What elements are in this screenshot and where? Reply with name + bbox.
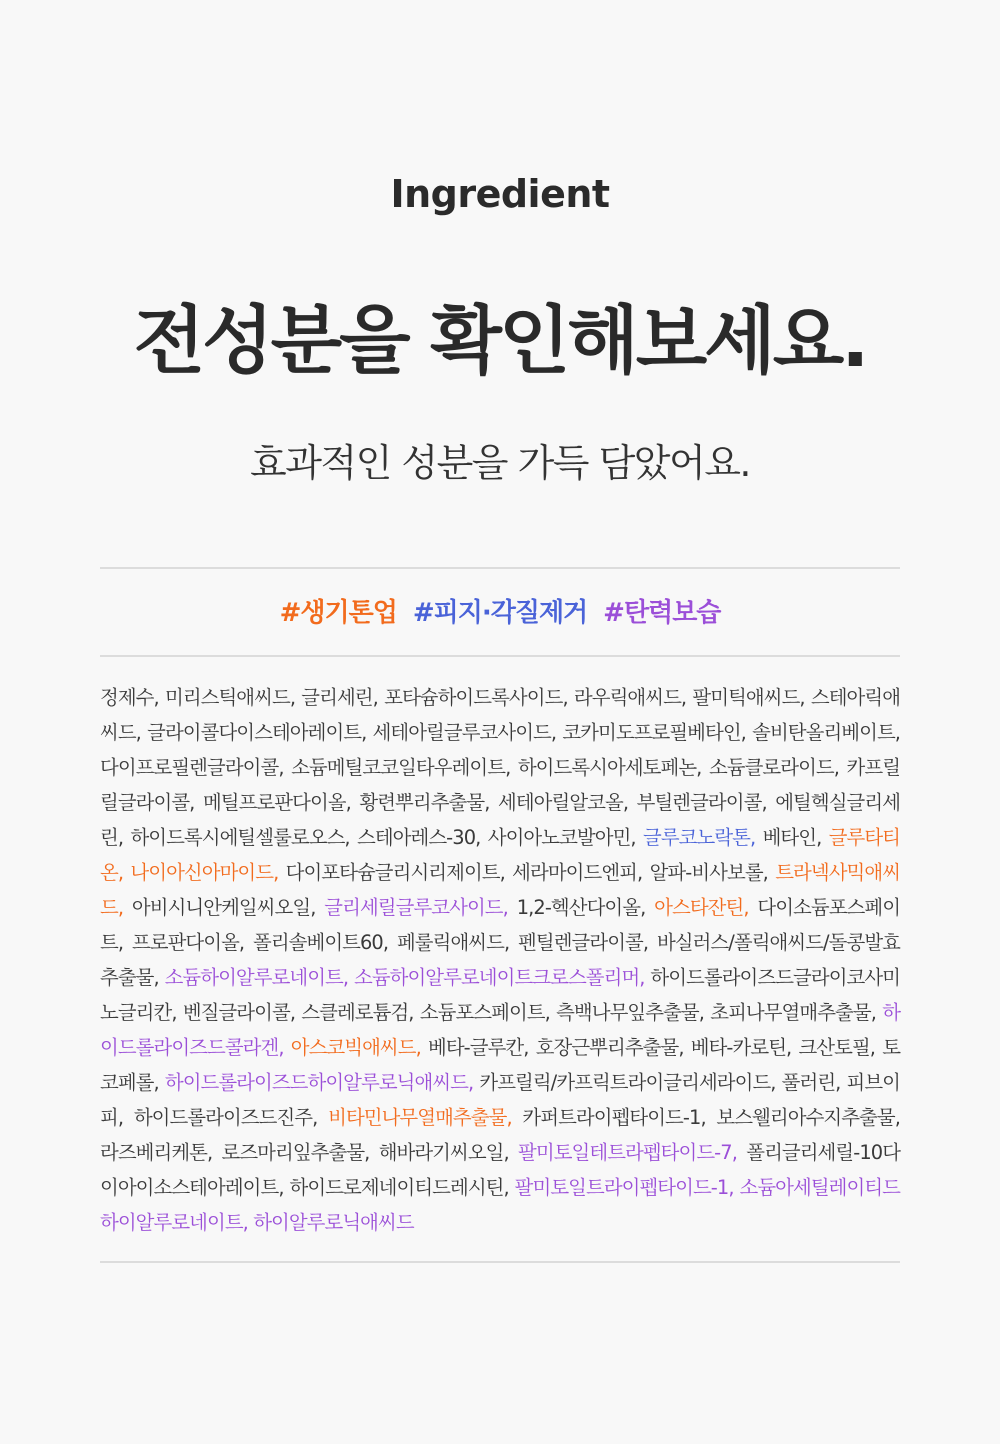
separator: , — [117, 826, 131, 849]
ingredient-item: 카프릴릴글라이콜 — [100, 756, 901, 814]
ingredient-item: 글루코노락톤 — [643, 826, 750, 849]
ingredient-item: 라우릭애씨드 — [573, 686, 681, 709]
separator: , — [870, 1001, 883, 1024]
separator: , — [361, 721, 373, 744]
separator: , — [153, 1071, 165, 1094]
ingredient-item: 하이드롤라이즈드하이알루로닉애씨드 — [164, 1071, 468, 1094]
ingredient-item: 세라마이드엔피 — [512, 861, 637, 884]
ingredient-item: 페룰릭애씨드 — [396, 931, 504, 954]
ingredient-item: 스클레로튬검 — [301, 1001, 409, 1024]
ingredient-item: 정제수 — [100, 686, 154, 709]
ingredient-item: 아비시니안케일씨오일 — [131, 896, 311, 919]
separator: , — [117, 1106, 134, 1129]
ingredient-item: 스테아레스-30 — [357, 826, 476, 849]
separator: , — [484, 791, 498, 814]
separator: , — [550, 721, 563, 744]
ingredient-item: 1,2-헥산다이올 — [516, 896, 641, 919]
separator: , — [502, 896, 517, 919]
ingredient-item: 카프릴릭/카프릭트라이글리세라이드 — [479, 1071, 771, 1094]
ingredient-item: 황련뿌리추출물 — [359, 791, 485, 814]
separator: , — [740, 721, 753, 744]
ingredient-item: 코카미도프로필베타인 — [562, 721, 741, 744]
ingredient-item: 하이드록시에틸셀룰로오스 — [130, 826, 345, 849]
separator: , — [117, 861, 131, 884]
separator: , — [630, 826, 643, 849]
separator: , — [278, 1036, 291, 1059]
separator: , — [364, 1141, 379, 1164]
ingredient-item: 솔비탄올리베이트 — [752, 721, 895, 744]
separator: , — [242, 1211, 254, 1234]
separator: , — [523, 1036, 536, 1059]
ingredient-item: 풀러린 — [781, 1071, 836, 1094]
separator: , — [698, 1001, 711, 1024]
ingredient-item: 미리스틱애씨드 — [164, 686, 290, 709]
ingredient-item: 비타민나무열매추출물 — [328, 1106, 507, 1129]
separator: , — [372, 686, 385, 709]
ingredient-item: 사이아노코발아민 — [487, 826, 631, 849]
ingredient-item: 초피나무열매추출물 — [710, 1001, 871, 1024]
ingredient-item: 소듐포스페이트 — [419, 1001, 545, 1024]
ingredient-item: 베타인 — [762, 826, 817, 849]
separator: , — [678, 1036, 691, 1059]
separator: , — [189, 791, 203, 814]
separator: , — [207, 1141, 222, 1164]
ingredient-item: 하이드롤라이즈드글라이코사미노글리칸 — [100, 966, 901, 1024]
ingredient-list — [100, 680, 900, 1240]
separator: , — [273, 861, 286, 884]
separator: , — [728, 1176, 740, 1199]
separator: , — [762, 861, 776, 884]
separator: , — [344, 826, 358, 849]
separator: , — [639, 966, 651, 989]
separator: , — [503, 1176, 515, 1199]
tag-row — [0, 592, 1000, 629]
separator: , — [786, 1036, 799, 1059]
separator: , — [505, 756, 518, 779]
ingredient-item: 펜틸렌글라이콜 — [518, 931, 643, 954]
ingredient-item: 다이소듐포스페이트 — [100, 896, 901, 954]
separator: , — [238, 931, 253, 954]
separator: , — [637, 861, 650, 884]
separator: , — [562, 686, 574, 709]
separator: , — [345, 791, 360, 814]
separator: , — [503, 931, 519, 954]
separator: , — [468, 1071, 480, 1094]
ingredient-item: 하이드록시아세토페논 — [517, 756, 697, 779]
separator: , — [680, 686, 693, 709]
separator: , — [640, 896, 655, 919]
ingredient-item: 알파-비사보롤 — [649, 861, 763, 884]
ingredient-item: 카퍼트라이펩타이드-1 — [522, 1106, 701, 1129]
ingredient-item: 소듐클로라이드 — [708, 756, 834, 779]
separator: , — [622, 791, 637, 814]
separator: , — [117, 931, 132, 954]
separator: , — [503, 1141, 519, 1164]
ingredient-item: 팔미토일트라이펩타이드-1 — [514, 1176, 729, 1199]
ingredient-item: 토코페롤 — [100, 1036, 901, 1094]
separator: , — [135, 721, 148, 744]
separator: , — [171, 1001, 183, 1024]
separator: , — [642, 931, 657, 954]
separator: , — [833, 756, 847, 779]
ingredient-item: 소듐아세틸레이티드하이알루로네이트 — [100, 1176, 900, 1234]
separator: , — [869, 1036, 883, 1059]
ingredient-item: 프로판다이올 — [131, 931, 239, 954]
ingredient-item: 다이포타슘글리시리제이트 — [285, 861, 500, 884]
ingredient-item: 다이프로필렌글라이콜 — [100, 756, 279, 779]
separator: , — [544, 1001, 557, 1024]
ingredient-item: 팔미틱애씨드 — [692, 686, 800, 709]
separator: , — [696, 756, 709, 779]
divider-top — [100, 567, 900, 569]
ingredient-item: 하이드로제네이티드레시틴 — [289, 1176, 504, 1199]
ingredient-item: 라즈베리케톤 — [100, 1141, 207, 1164]
ingredient-item: 나이아신아마이드 — [130, 861, 274, 884]
ingredient-item: 에틸헥실글리세린 — [100, 791, 901, 849]
ingredient-item: 글루타티온 — [100, 826, 901, 884]
ingredient-item: 해바라기씨오일 — [378, 1141, 504, 1164]
separator: , — [731, 1141, 747, 1164]
ingredient-item: 호장근뿌리추출물 — [535, 1036, 679, 1059]
ingredient-item: 바실러스/폴릭애씨드/돌콩발효추출물 — [100, 931, 901, 989]
ingredient-item: 크산토필 — [798, 1036, 870, 1059]
ingredient-item: 소듐하이알루로네이트크로스폴리머 — [353, 966, 640, 989]
divider-bottom — [100, 1261, 900, 1263]
separator: , — [382, 931, 397, 954]
hashtag-2: #피지·각질제거 — [412, 598, 588, 628]
page-title: 전성분을 확인해보세요. — [133, 298, 867, 384]
separator: , — [700, 1106, 717, 1129]
ingredient-item: 부틸렌글라이콜 — [636, 791, 762, 814]
ingredient-item: 아스타잔틴 — [654, 896, 744, 919]
separator: , — [835, 1071, 847, 1094]
separator: , — [743, 896, 758, 919]
ingredient-item: 보스웰리아수지추출물 — [716, 1106, 895, 1129]
separator: , — [499, 861, 513, 884]
separator: , — [816, 826, 829, 849]
section-eyebrow: Ingredient — [390, 172, 610, 216]
separator: , — [289, 686, 302, 709]
separator: , — [894, 1106, 900, 1129]
ingredient-item: 벤질글라이콜 — [182, 1001, 290, 1024]
separator: , — [278, 756, 292, 779]
ingredient-item: 폴리솔베이트60 — [253, 931, 383, 954]
ingredient-item: 피브이피 — [100, 1071, 901, 1129]
ingredient-item: 하이알루로닉애씨드 — [253, 1211, 414, 1234]
separator: , — [310, 896, 325, 919]
ingredient-item: 폴리글리세릴-10다이아이소스테아레이트 — [100, 1141, 901, 1199]
separator: , — [408, 1001, 420, 1024]
separator: , — [506, 1106, 523, 1129]
ingredient-item: 하이드롤라이즈드진주 — [133, 1106, 313, 1129]
separator: , — [750, 826, 763, 849]
ingredient-item: 메틸프로판다이올 — [202, 791, 346, 814]
separator: , — [770, 1071, 782, 1094]
hashtag-1: #생기톤업 — [279, 598, 397, 628]
separator: , — [342, 966, 354, 989]
separator: , — [312, 1106, 329, 1129]
divider-middle — [100, 655, 900, 657]
ingredient-item: 로즈마리잎추출물 — [221, 1141, 365, 1164]
separator: , — [415, 1036, 428, 1059]
ingredient-item: 하이드롤라이즈드콜라겐 — [100, 1001, 901, 1059]
ingredient-item: 소듐메틸코코일타우레이트 — [291, 756, 506, 779]
separator: , — [278, 1176, 290, 1199]
ingredient-item: 글라이콜다이스테아레이트 — [147, 721, 362, 744]
ingredient-item: 글리세린 — [301, 686, 373, 709]
ingredient-item: 측백나무잎추출물 — [556, 1001, 699, 1024]
ingredient-item: 소듐하이알루로네이트 — [164, 966, 343, 989]
separator: , — [289, 1001, 302, 1024]
separator: , — [117, 896, 132, 919]
ingredient-item: 포타슘하이드록사이드 — [384, 686, 563, 709]
hashtag-3: #탄력보습 — [603, 598, 721, 628]
ingredient-item: 베타-글루칸 — [428, 1036, 524, 1059]
separator: , — [799, 686, 811, 709]
separator: , — [761, 791, 776, 814]
separator: , — [475, 826, 488, 849]
separator: , — [894, 721, 901, 744]
ingredient-item: 팔미토일테트라펩타이드-7 — [518, 1141, 732, 1164]
ingredient-item: 세테아릴글루코사이드 — [372, 721, 551, 744]
ingredient-item: 베타-카로틴 — [690, 1036, 787, 1059]
ingredient-item: 글리세릴글루코사이드 — [324, 896, 503, 919]
page-subtitle: 효과적인 성분을 가득 담았어요. — [249, 441, 751, 485]
ingredient-item: 트라넥사믹애씨드 — [100, 861, 901, 919]
ingredient-item: 아스코빅애씨드 — [290, 1036, 416, 1059]
ingredient-item: 스테아릭애씨드 — [100, 686, 901, 744]
separator: , — [153, 966, 165, 989]
separator: , — [153, 686, 165, 709]
ingredient-item: 세테아릴알코올 — [498, 791, 623, 814]
